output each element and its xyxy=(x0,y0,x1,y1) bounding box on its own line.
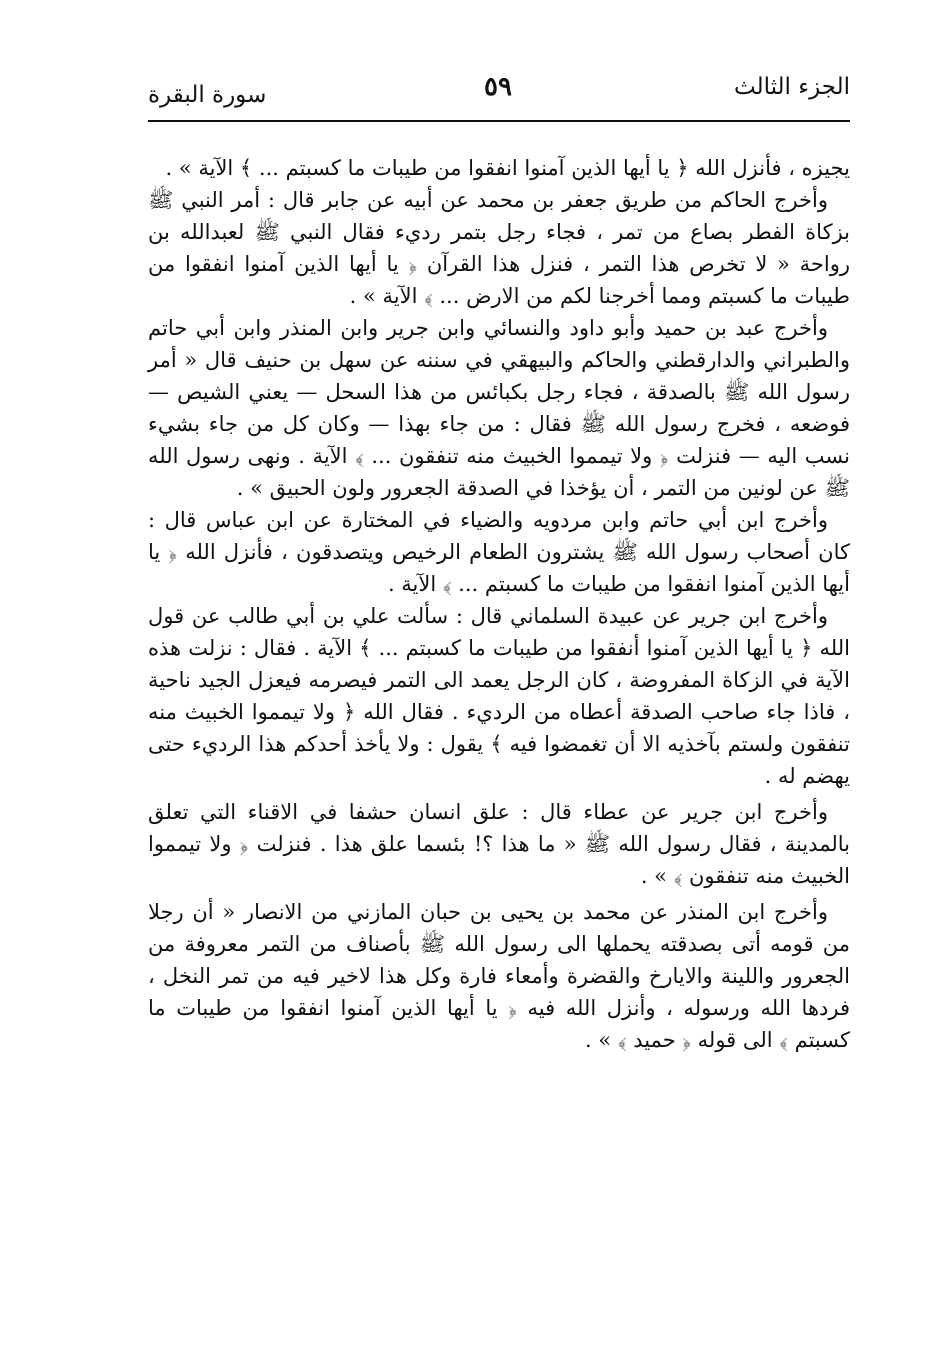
paragraph-sahl-hunaif: وأخرج عبد بن حميد وأبو داود والنسائي وابن جرير وابن المنذر وابن أبي حاتم والطبراني والدارقطني والحاكم والبيهقي في سننه عن سهل بن حنيف قال « أمر رسول الله ﷺ بالصدقة ، فجاء رجل بكبائس من هذا السحل — يعني الشيص — فوضعه ، فخرج رسول الله ﷺ فقال : من جاء بهذا — وكان كل من جاء بشيء نسب اليه — فنزلت ﴿ ولا تيمموا الخبيث منه تنفقون ... ﴾ الآية . ونهى رسول الله ﷺ عن لونين من التمر ، أن يؤخذا في الصدقة الجعرور ولون الحبيق » . xyxy=(148,316,850,500)
main-text xyxy=(148,152,850,1056)
paragraph-hakim-jabir: وأخرج الحاكم من طريق جعفر بن محمد عن أبيه عن جابر قال : أمر النبي ﷺ بزكاة الفطر بصاع من تمر ، فجاء رجل بتمر رديء فقال النبي ﷺ لعبدالله بن رواحة « لا تخرص هذا التمر ، فنزل هذا القرآن ﴿ يا أيها الذين آمنوا انفقوا من طيبات ما كسبتم ومما أخرجنا لكم من الارض ... ﴾ الآية » . xyxy=(148,188,850,308)
paragraph-continuation: يجيزه ، فأنزل الله ﴿ يا أيها الذين آمنوا انفقوا من طيبات ما كسبتم ... ﴾ الآية » . xyxy=(165,156,850,180)
surah-label: سورة البقرة xyxy=(148,82,267,108)
page-number: ٥٩ xyxy=(484,72,512,102)
paragraph-ibn-abbas: وأخرج ابن أبي حاتم وابن مردويه والضياء في المختارة عن ابن عباس قال : كان أصحاب رسول الله ﷺ يشترون الطعام الرخيص ويتصدقون ، فأنزل الله ﴿ يا أيها الذين آمنوا انفقوا من طيبات ما كسبتم ... ﴾ الآية . xyxy=(148,508,850,596)
paragraph-ibn-almundhir: وأخرج ابن المنذر عن محمد بن يحيى بن حبان المازني من الانصار « أن رجلا من قومه أتى بصدقته يحملها الى رسول الله ﷺ بأصناف من التمر معروفة من الجعرور واللينة والايارخ والقضرة وأمعاء فارة وكل هذا لاخير فيه من تمر النخل ، فردها الله ورسوله ، وأنزل الله فيه ﴿ يا أيها الذين آمنوا انفقوا من طيبات ما كسبتم ﴾ الى قوله ﴿ حميد ﴾ » . xyxy=(148,900,851,1052)
paragraph-ata: وأخرج ابن جرير عن عطاء قال : علق انسان حشفا في الاقناء التي تعلق بالمدينة ، فقال رسول الله ﷺ « ما هذا ؟! بئسما علق هذا . فنزلت ﴿ ولا تيمموا الخبيث منه تنفقون ﴾ » . xyxy=(148,800,850,888)
part-label: الجزء الثالث xyxy=(734,74,850,100)
running-header xyxy=(148,74,850,118)
header-divider xyxy=(148,120,850,122)
paragraph-ubaidah: وأخرج ابن جرير عن عبيدة السلماني قال : سألت علي بن أبي طالب عن قول الله ﴿ يا أيها الذين آمنوا أنفقوا من طيبات ما كسبتم ... ﴾ الآية . فقال : نزلت هذه الآية في الزكاة المفروضة ، كان الرجل يعمد الى التمر فيصرمه فيعزل الجيد ناحية ، فاذا جاء صاحب الصدقة أعطاه من الرديء . فقال الله ﴿ ولا تيمموا الخبيث منه تنفقون ولستم بآخذيه الا أن تغمضوا فيه ﴾ يقول : ولا يأخذ أحدكم هذا الرديء حتى يهضم له . xyxy=(148,604,850,788)
